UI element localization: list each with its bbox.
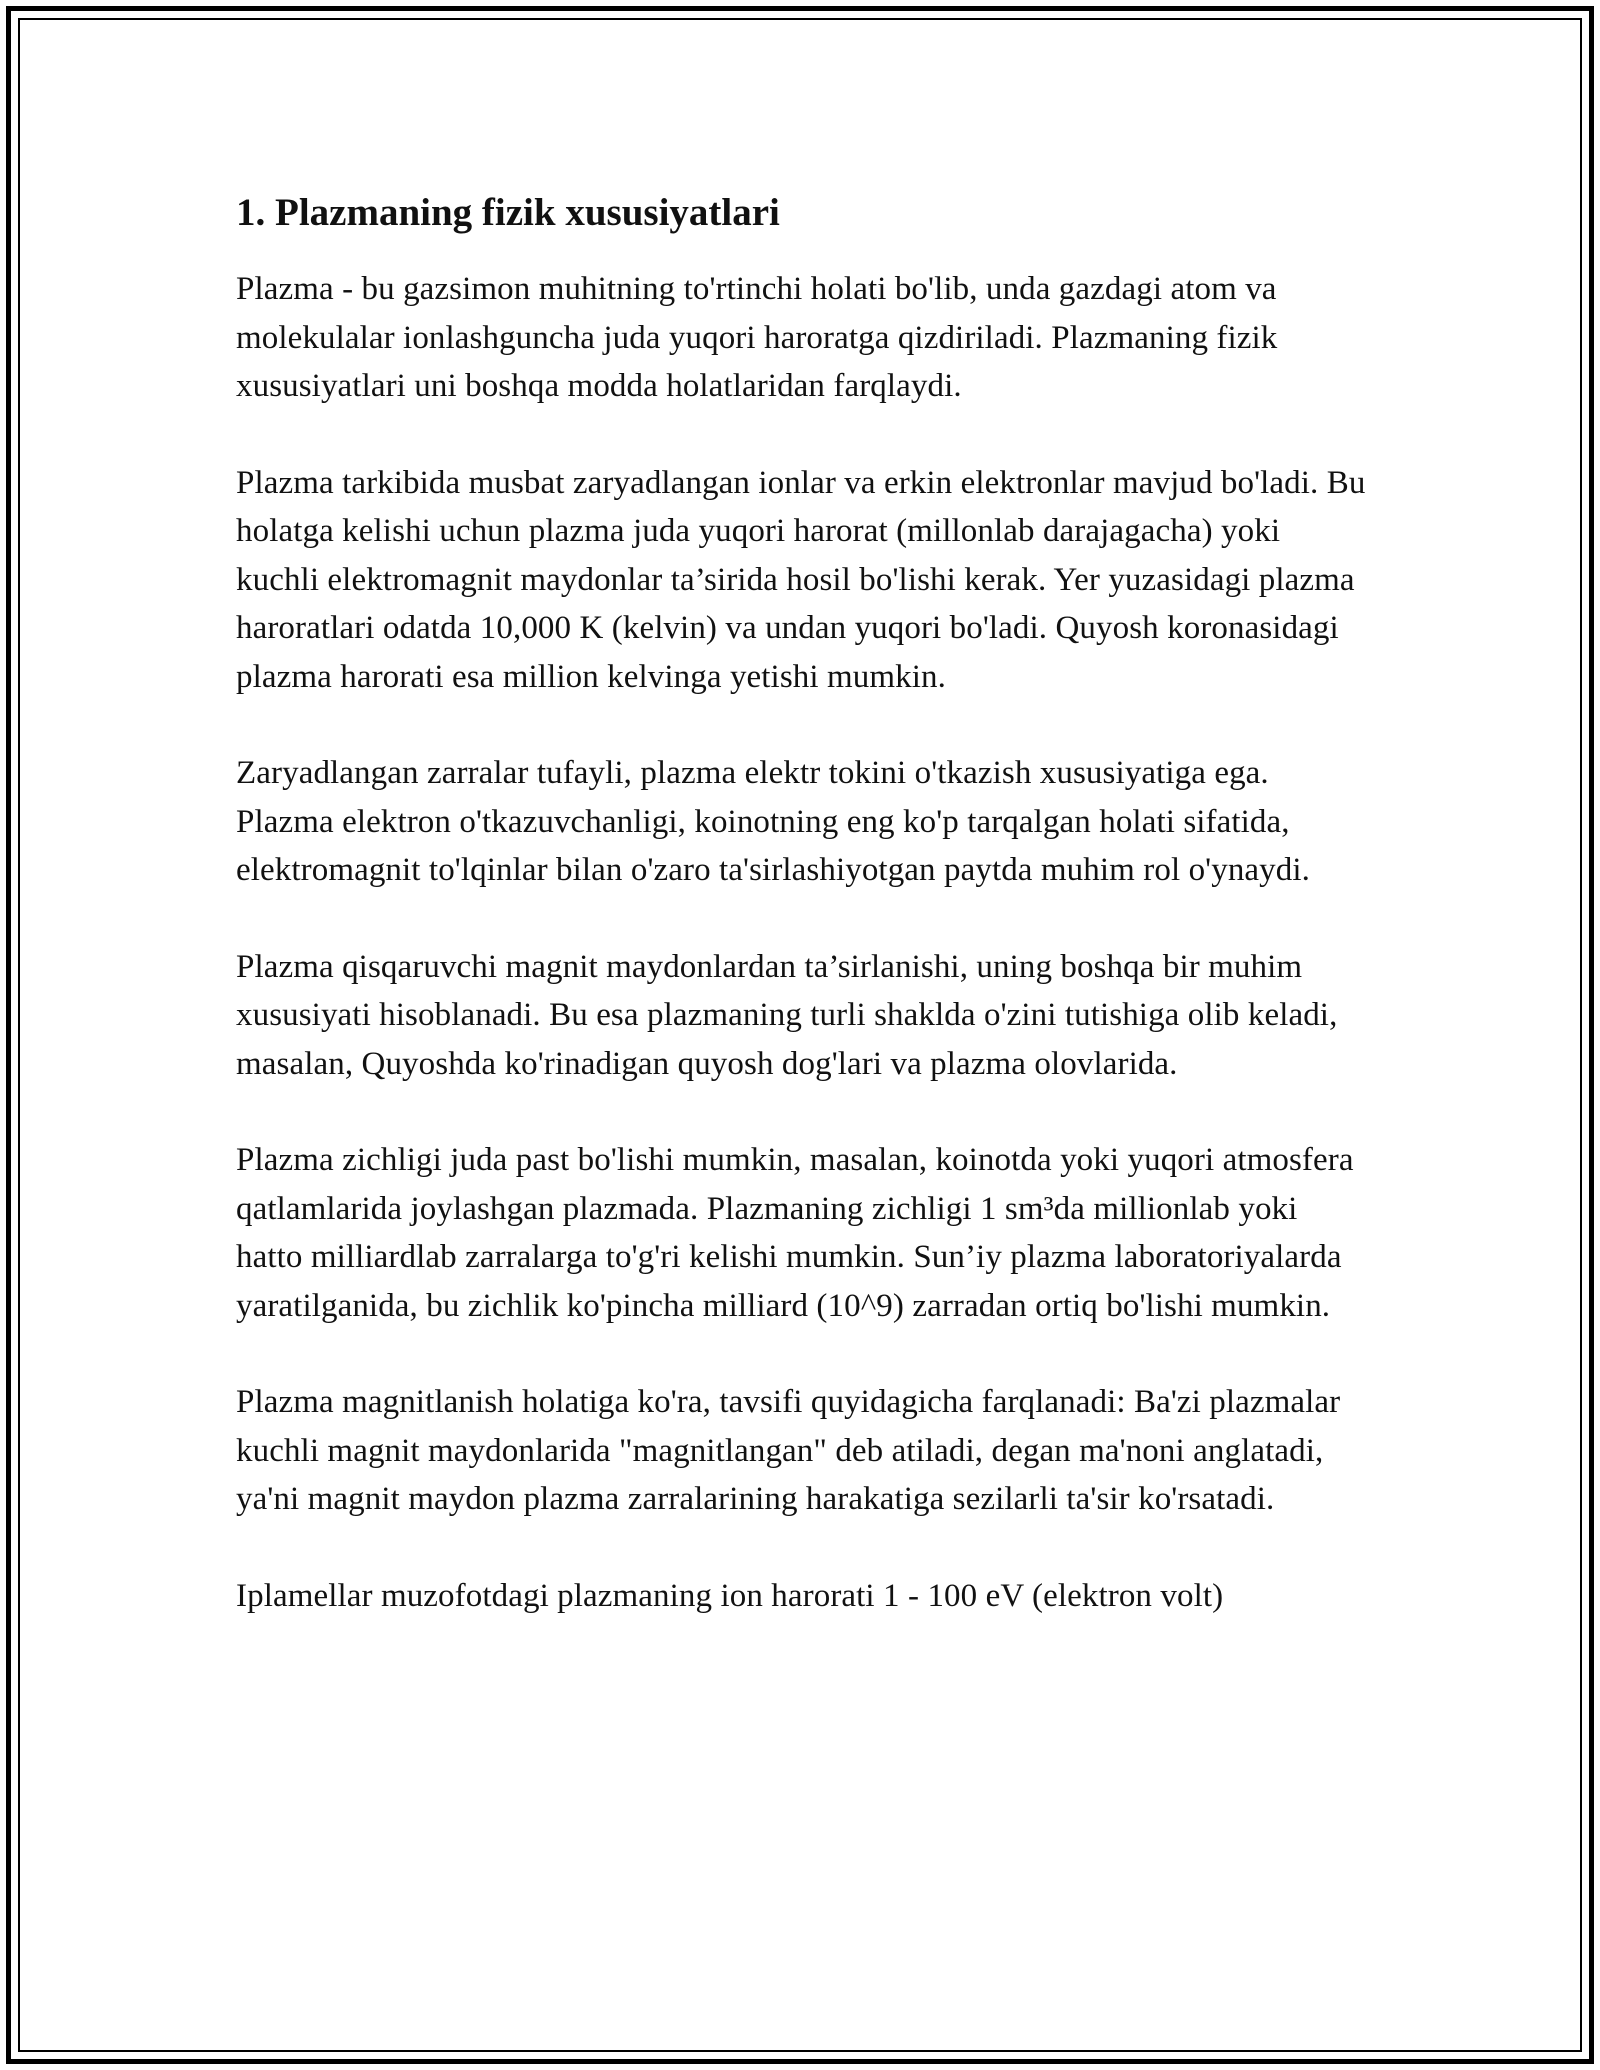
paragraph-4: Plazma qisqaruvchi magnit maydonlardan ta’sirlanishi, uning boshqa bir muhim xususiyati hisoblanadi. Bu esa plazmaning turli shaklda o'zini tutishiga olib keladi, masalan, Quyoshda ko'rinadigan quyosh dog'lari va plazma olovlarida. (236, 948, 1338, 1082)
section-heading: 1. Plazmaning fizik xususiyatlari (236, 191, 780, 234)
paragraph-7: Iplamellar muzofotdagi plazmaning ion harorati 1 - 100 eV (elektron volt) (236, 1577, 1224, 1614)
paragraph-1: Plazma - bu gazsimon muhitning to'rtinchi holati bo'lib, unda gazdagi atom va molekulalar ionlashguncha juda yuqori haroratga qizdiriladi. Plazmaning fizik xususiyatlari uni boshqa modda holatlaridan farqlaydi. (236, 271, 1278, 404)
paragraph-3: Zaryadlangan zarralar tufayli, plazma elektr tokini o'tkazish xususiyatiga ega. Plazma elektron o'tkazuvchanligi, koinotning eng ko'p tarqalgan holati sifatida, elektromagnit to'lqinlar bilan o'zaro ta'sirlashiyotgan paytda muhim rol o'ynaydi. (236, 755, 1310, 888)
paragraph-5: Plazma zichligi juda past bo'lishi mumkin, masalan, koinotda yoki yuqori atmosfera qatlamlarida joylashgan plazmada. Plazmaning zichligi 1 sm³da millionlab yoki hatto milliardlab zarralarga to'g'ri kelishi mumkin. Sun’iy plazma laboratoriyalarda yaratilganida, bu zichlik ko'pincha milliard (10^9) zarradan ortiq bo'lishi mumkin. (236, 1142, 1354, 1324)
paragraph-2: Plazma tarkibida musbat zaryadlangan ionlar va erkin elektronlar mavjud bo'ladi. Bu holatga kelishi uchun plazma juda yuqori harorat (millonlab darajagacha) yoki kuchli elektromagnit maydonlar ta’sirida hosil bo'lishi kerak. Yer yuzasidagi plazma haroratlari odatda 10,000 K (kelvin) va undan yuqori bo'ladi. Quyosh koronasidagi plazma harorati esa million kelvinga yetishi mumkin. (236, 464, 1366, 695)
document-body (236, 185, 1366, 1620)
paragraph-6: Plazma magnitlanish holatiga ko'ra, tavsifi quyidagicha farqlanadi: Ba'zi plazmalar kuchli magnit maydonlarida "magnitlangan" deb atiladi, degan ma'noni anglatadi, ya'ni magnit maydon plazma zarralarining harakatiga sezilarli ta'sir ko'rsatadi. (236, 1384, 1341, 1517)
